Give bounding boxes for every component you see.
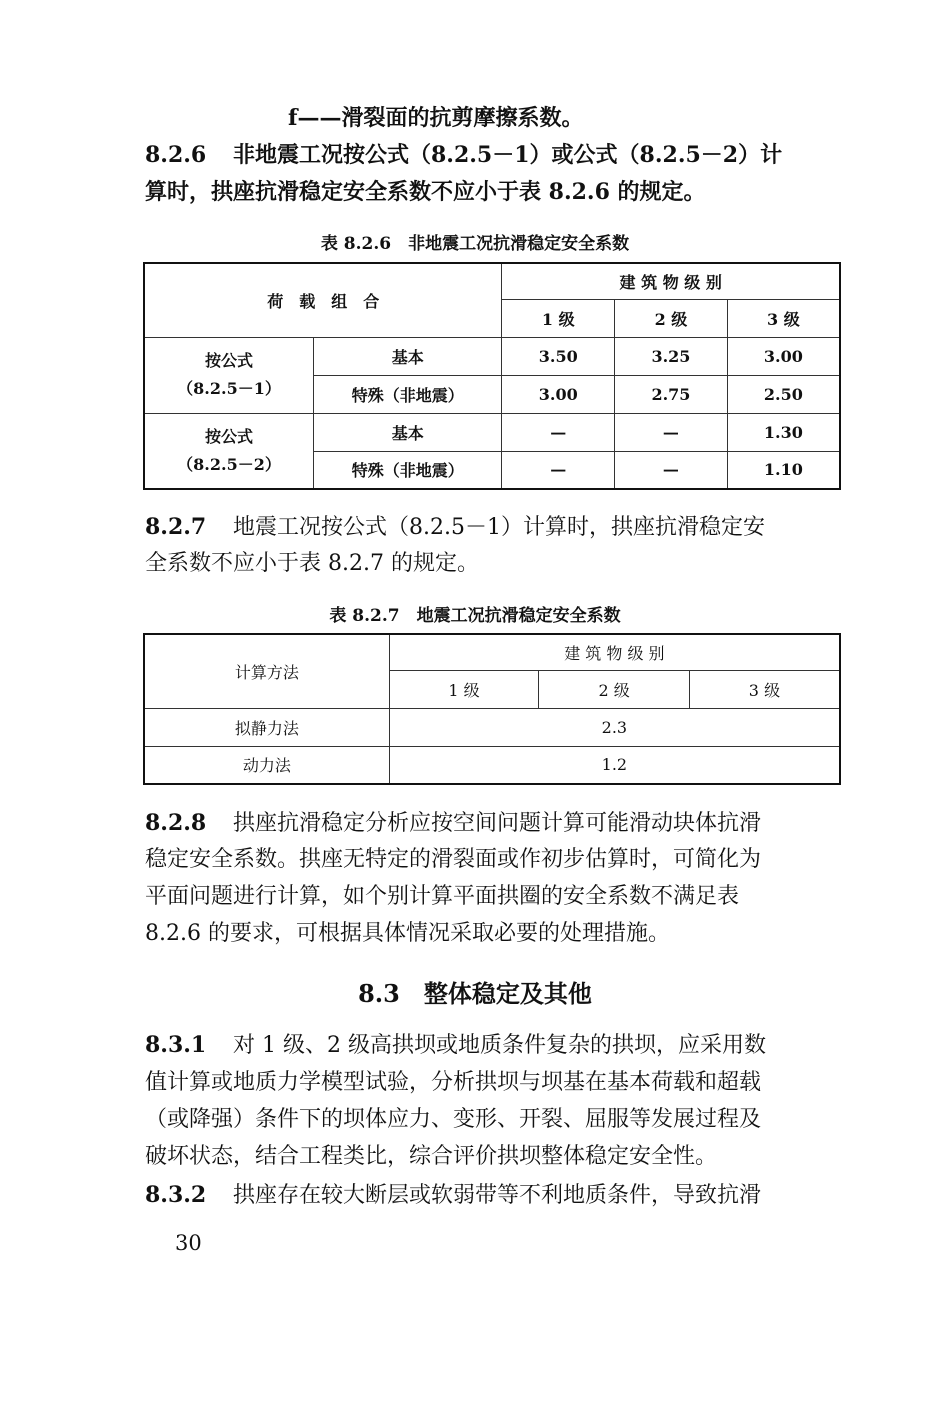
clause-text: 拱座存在较大断层或软弱带等不利地质条件，导致抗滑 [233, 1183, 762, 1208]
formula-ref: （8.2.5－1） [177, 379, 281, 398]
value-cell: — [502, 413, 615, 451]
clause-831-line2: 值计算或地质力学模型试验，分析拱坝与坝基在基本荷载和超载 [145, 1070, 762, 1095]
clause-text: 非地震工况按公式（8.2.5－1）或公式（8.2.5－2）计 [233, 142, 783, 168]
clause-text: 对 1 级、2 级高拱坝或地质条件复杂的拱坝，应采用数 [233, 1033, 766, 1058]
clause-number: 8.3.2 [145, 1182, 207, 1208]
clause-831-line3: （或降强）条件下的坝体应力、变形、开裂、屈服等发展过程及 [145, 1107, 762, 1132]
clause-number: 8.2.6 [145, 142, 207, 168]
clause-number: 8.3.1 [145, 1032, 207, 1058]
table-826-caption: 表 8.2.6 非地震工况抗滑稳定安全系数 [320, 234, 630, 254]
header-grade-2: 2 级 [539, 670, 690, 708]
clause-827-line1 [145, 512, 845, 543]
table-827 [143, 633, 841, 785]
value-cell: — [502, 451, 615, 489]
value-cell: 3.00 [502, 375, 615, 413]
value-cell: 2.75 [615, 375, 728, 413]
value-cell: 3.00 [727, 337, 840, 375]
clause-number: 8.2.8 [145, 810, 207, 836]
clause-831-line1 [145, 1030, 845, 1061]
formula-group-2 [144, 413, 314, 489]
header-grade-1: 1 级 [502, 299, 615, 337]
header-grade-3: 3 级 [689, 670, 840, 708]
case-label: 特殊（非地震） [314, 375, 502, 413]
value-cell: 3.50 [502, 337, 615, 375]
table-827-caption: 表 8.2.7 地震工况抗滑稳定安全系数 [329, 606, 621, 626]
header-grade-1: 1 级 [389, 670, 539, 708]
value-cell: 1.30 [727, 413, 840, 451]
value-cell: 2.3 [389, 708, 840, 746]
clause-text: 地震工况按公式（8.2.5－1）计算时，拱座抗滑稳定安 [233, 515, 765, 540]
clause-826-line2: 算时，拱座抗滑稳定安全系数不应小于表 8.2.6 的规定。 [145, 179, 706, 205]
case-label: 特殊（非地震） [314, 451, 502, 489]
case-label: 基本 [314, 413, 502, 451]
clause-828-line1 [145, 808, 845, 839]
value-cell: 1.10 [727, 451, 840, 489]
formula-note: f——滑裂面的抗剪摩擦系数。 [288, 105, 584, 131]
method-label: 动力法 [144, 746, 389, 784]
value-cell: — [615, 451, 728, 489]
section-heading: 8.3 整体稳定及其他 [358, 979, 592, 1008]
formula-label: 按公式 [205, 426, 254, 446]
header-building-grade: 建 筑 物 级 别 [389, 634, 840, 670]
clause-831-line4: 破坏状态，结合工程类比，综合评价拱坝整体稳定安全性。 [145, 1144, 718, 1169]
header-building-grade: 建 筑 物 级 别 [502, 263, 840, 299]
value-cell: — [615, 413, 728, 451]
method-label: 拟静力法 [144, 708, 389, 746]
clause-826-line1 [145, 140, 845, 170]
clause-832-line1 [145, 1180, 845, 1211]
header-grade-3: 3 级 [727, 299, 840, 337]
clause-828-line3: 平面问题进行计算，如个别计算平面拱圈的安全系数不满足表 [145, 884, 740, 909]
clause-827-line2: 全系数不应小于表 8.2.7 的规定。 [145, 551, 479, 576]
value-cell: 1.2 [389, 746, 840, 784]
clause-828-line4: 8.2.6 的要求，可根据具体情况采取必要的处理措施。 [145, 921, 670, 946]
formula-ref: （8.2.5－2） [177, 454, 281, 474]
value-cell: 3.25 [615, 337, 728, 375]
header-load-combination: 荷 载 组 合 [144, 263, 502, 337]
case-label: 基本 [314, 337, 502, 375]
clause-number: 8.2.7 [145, 514, 207, 540]
table-826 [143, 262, 841, 490]
clause-828-line2: 稳定安全系数。拱座无特定的滑裂面或作初步估算时，可简化为 [145, 847, 762, 872]
value-cell: 2.50 [727, 375, 840, 413]
formula-label: 按公式 [205, 351, 254, 370]
header-grade-2: 2 级 [615, 299, 728, 337]
page-number: 30 [175, 1231, 202, 1255]
header-calculation-method: 计算方法 [144, 634, 389, 708]
clause-text: 拱座抗滑稳定分析应按空间问题计算可能滑动块体抗滑 [233, 811, 762, 836]
formula-group-1 [144, 337, 314, 413]
